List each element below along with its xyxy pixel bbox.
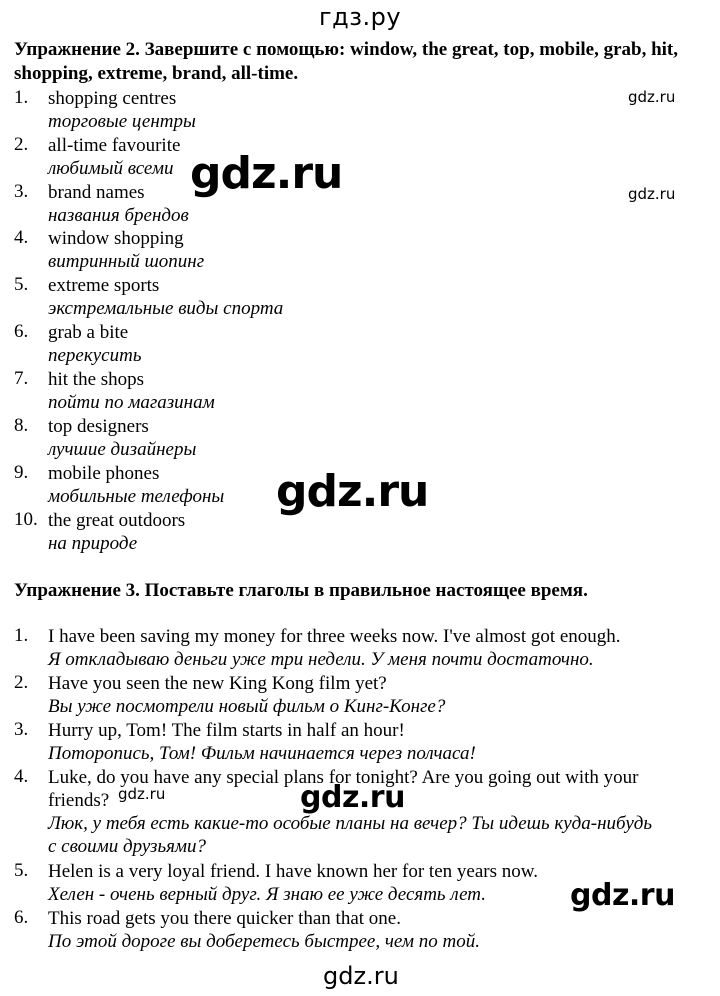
english-text: window shopping: [48, 228, 184, 249]
watermark: gdz.ru: [628, 185, 676, 203]
site-header: гдз.ру: [318, 3, 402, 31]
item-number: 6.: [14, 907, 29, 928]
item-number: 5.: [14, 274, 29, 295]
russian-translation: названия брендов: [48, 205, 189, 226]
item-number: 8.: [14, 415, 29, 436]
watermark: gdz.ru: [323, 962, 399, 990]
english-text: the great outdoors: [48, 510, 186, 531]
russian-translation: лучшие дизайнеры: [48, 439, 197, 460]
item-number: 9.: [14, 462, 29, 483]
english-text: hit the shops: [48, 369, 145, 390]
russian-translation: торговые центры: [48, 111, 196, 132]
english-text: Helen is a very loyal friend. I have known her for ten years now.: [48, 861, 538, 882]
english-text: brand names: [48, 182, 145, 203]
russian-translation: Люк, у тебя есть какие-то особые планы на вечер? Ты идешь куда-нибудь: [48, 813, 652, 834]
watermark: gdz.ru: [276, 466, 429, 517]
exercise-3-heading: Упражнение 3. Поставьте глаголы в правильное настоящее время.: [14, 580, 588, 601]
english-text: extreme sports: [48, 275, 160, 296]
english-text: grab a bite: [48, 322, 129, 343]
item-number: 3.: [14, 181, 29, 202]
item-number: 2.: [14, 134, 29, 155]
item-number: 5.: [14, 860, 29, 881]
english-text: shopping centres: [48, 88, 177, 109]
english-text: top designers: [48, 416, 149, 437]
english-text-continued: friends?: [48, 790, 110, 811]
russian-translation: экстремальные виды спорта: [48, 298, 284, 319]
russian-translation: По этой дороге вы доберетесь быстрее, чем по той.: [48, 931, 480, 952]
english-text: all-time favourite: [48, 135, 181, 156]
item-number: 7.: [14, 368, 29, 389]
russian-translation: любимый всеми: [48, 158, 174, 179]
item-number: 3.: [14, 719, 29, 740]
russian-translation: мобильные телефоны: [48, 486, 225, 507]
item-number: 1.: [14, 625, 29, 646]
english-text: mobile phones: [48, 463, 160, 484]
watermark: gdz.ru: [190, 148, 343, 199]
russian-translation: витринный шопинг: [48, 251, 205, 272]
item-number: 4.: [14, 766, 29, 787]
watermark: gdz.ru: [570, 878, 675, 913]
item-number: 4.: [14, 227, 29, 248]
item-number: 2.: [14, 672, 29, 693]
english-text: I have been saving my money for three weeks now. I've almost got enough.: [48, 626, 621, 647]
english-text: Hurry up, Tom! The film starts in half an hour!: [48, 720, 405, 741]
russian-translation-continued: с своими друзьями?: [48, 836, 207, 857]
watermark: gdz.ru: [628, 88, 676, 106]
russian-translation: перекусить: [48, 345, 142, 366]
english-text: Luke, do you have any special plans for tonight? Are you going out with your: [48, 767, 639, 788]
item-number: 1.: [14, 87, 29, 108]
item-number: 10.: [14, 509, 38, 530]
russian-translation: Я откладываю деньги уже три недели. У меня почти достаточно.: [48, 649, 594, 670]
russian-translation: Поторопись, Том! Фильм начинается через полчаса!: [48, 743, 476, 764]
russian-translation: на природе: [48, 533, 138, 554]
watermark: gdz.ru: [300, 780, 405, 815]
english-text: Have you seen the new King Kong film yet?: [48, 673, 387, 694]
watermark: gdz.ru: [118, 785, 166, 803]
russian-translation: Вы уже посмотрели новый фильм о Кинг-Конге?: [48, 696, 446, 717]
item-number: 6.: [14, 321, 29, 342]
english-text: This road gets you there quicker than that one.: [48, 908, 401, 929]
russian-translation: Хелен - очень верный друг. Я знаю ее уже десять лет.: [48, 884, 486, 905]
russian-translation: пойти по магазинам: [48, 392, 215, 413]
exercise-2-heading: Упражнение 2. Завершите с помощью: window, the great, top, mobile, grab, hit, shopping, extreme, brand, all-time.: [14, 39, 679, 84]
